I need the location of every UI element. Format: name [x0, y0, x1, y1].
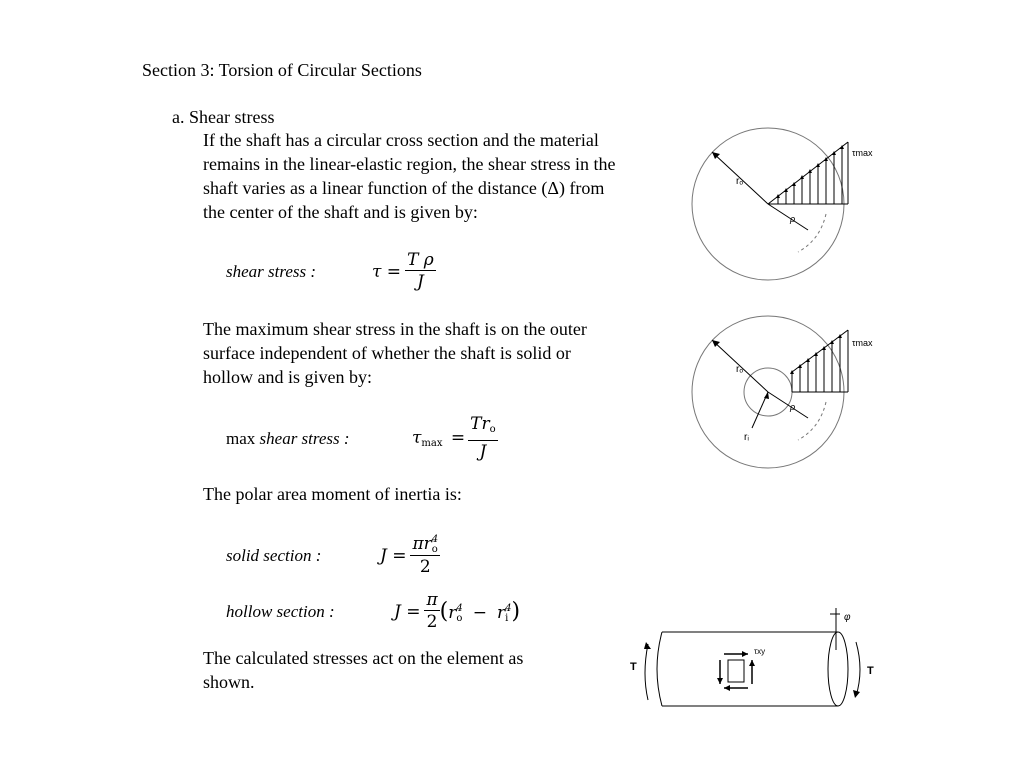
paren-open: (: [439, 599, 449, 624]
text-line: The calculated stresses act on the element as: [203, 648, 524, 668]
r-inner: r 4 i: [497, 602, 512, 624]
right-torque-label: T: [867, 665, 874, 677]
label-plain: max: [226, 428, 256, 448]
tau-max-label: τmax: [852, 148, 873, 158]
tau-max-label: τmax: [852, 338, 873, 348]
text-line: remains in the linear-elastic region, the shear stress in the: [203, 154, 616, 174]
denominator: J: [479, 442, 487, 462]
rho-dashed-arc: [798, 214, 826, 252]
numerator: [410, 534, 440, 556]
numerator-subscript: o: [431, 543, 438, 555]
numerator-main: Tr: [470, 414, 490, 434]
rho-label: ρ: [790, 214, 796, 224]
fraction: [405, 250, 436, 293]
left-torque-arrowhead: [644, 642, 651, 649]
r-outer: r 4 o: [448, 602, 463, 624]
tau-xy-label: τxy: [754, 647, 766, 656]
equation-label: shear stress :: [226, 261, 317, 281]
shaft-left-end: [657, 632, 662, 706]
element-bottom-arrowhead: [724, 685, 730, 691]
text-line: hollow and is given by:: [203, 367, 372, 387]
equation-label: solid section :: [226, 545, 322, 565]
equation-lhs: [412, 428, 468, 449]
paragraph-element-stresses: [203, 646, 523, 694]
fraction: [424, 590, 439, 633]
r-i-label: rᵢ: [744, 432, 749, 443]
denominator: J: [417, 272, 424, 292]
equation-solid-section: [226, 534, 440, 578]
left-torque-arrow: [645, 644, 648, 700]
numerator: [468, 414, 498, 441]
paragraph-shear-intro: [203, 128, 616, 224]
equation-label: [226, 427, 412, 451]
equation-hollow-section: [226, 590, 520, 633]
paragraph-polar-moment: The polar area moment of inertia is:: [203, 484, 462, 504]
phi-label: φ: [844, 612, 851, 623]
text-line: shown.: [203, 672, 255, 692]
equation-lhs: J =: [394, 601, 421, 622]
stress-element: [728, 660, 744, 682]
text-line: the center of the shaft and is given by:: [203, 202, 478, 222]
parenthesized-term: [440, 599, 520, 624]
paragraph-max-stress: [203, 317, 587, 389]
text-line: surface independent of whether the shaft is solid or: [203, 343, 571, 363]
right-torque-arrowhead: [853, 690, 860, 698]
tau-subscript: max: [421, 438, 443, 449]
shaft-right-end: [828, 632, 848, 706]
equals-sign: =: [450, 428, 466, 448]
denominator: 2: [419, 556, 431, 577]
equation-lhs: τ =: [372, 261, 402, 282]
numerator: T ρ: [407, 250, 434, 270]
label-italic: shear stress :: [259, 428, 350, 448]
rho-dashed-arc: [798, 402, 826, 440]
numerator-subscript: o: [489, 424, 496, 435]
text-line: shaft varies as a linear function of the distance (Δ) from: [203, 178, 605, 198]
figure-solid-section-stress: [680, 120, 890, 290]
equation-lhs: J =: [380, 545, 407, 566]
fraction: [410, 534, 440, 578]
numerator-superscript: 4: [431, 533, 439, 545]
rho-label: ρ: [790, 402, 796, 412]
element-left-arrowhead: [717, 678, 723, 684]
text-line: If the shaft has a circular cross section and the material: [203, 130, 599, 150]
inner-radius-arrowhead: [764, 392, 769, 399]
element-top-arrowhead: [742, 651, 748, 657]
left-torque-label: T: [630, 661, 637, 673]
numerator-main: πr: [412, 534, 432, 554]
rho-line: [768, 392, 808, 418]
figure-hollow-section-stress: [680, 308, 890, 478]
subsection-title: a. Shear stress: [172, 107, 275, 127]
section-title: Section 3: Torsion of Circular Sections: [142, 60, 422, 80]
fraction: [468, 414, 498, 463]
element-right-arrowhead: [749, 660, 755, 666]
r-o-label: rₒ: [736, 364, 744, 375]
tau-symbol: τ: [412, 428, 422, 448]
equation-label: hollow section :: [226, 601, 335, 621]
figure-shaft-element: [624, 604, 884, 716]
rho-line: [768, 204, 808, 230]
r-o-label: rₒ: [736, 176, 744, 187]
numerator: π: [426, 590, 438, 610]
text-line: The maximum shear stress in the shaft is on the outer: [203, 319, 587, 339]
minus-sign: −: [472, 603, 488, 623]
stress-arrows: [792, 330, 848, 392]
denominator: 2: [426, 612, 438, 632]
equation-shear-stress: [226, 250, 436, 293]
equation-max-shear-stress: [226, 414, 498, 463]
paren-close: ): [511, 599, 521, 624]
right-torque-arrow: [856, 642, 860, 696]
